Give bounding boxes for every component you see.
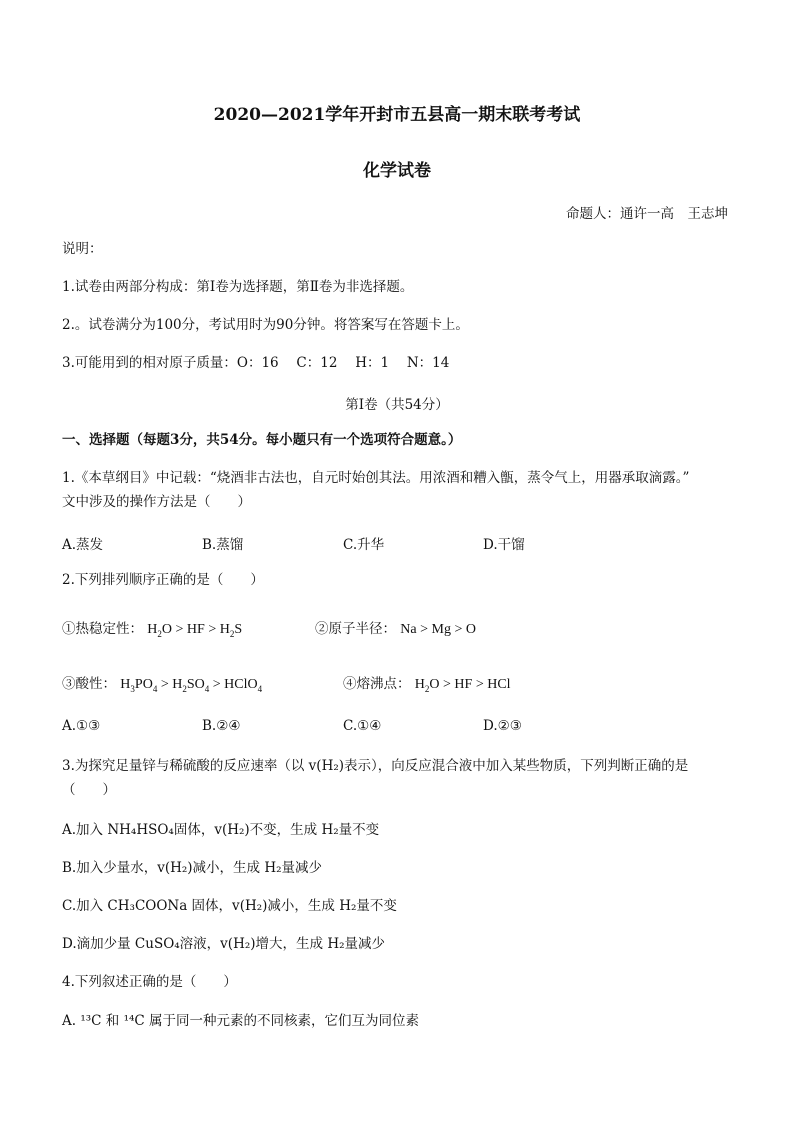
q2-item-2 (315, 617, 476, 638)
q3-option-a: A.加入 NH₄HSO₄固体，v(H₂)不变，生成 H₂量不变 (62, 822, 380, 838)
note-item-1: 1.试卷由两部分构成：第Ⅰ卷为选择题，第Ⅱ卷为非选择题。 (62, 279, 414, 295)
author-line: 命题人：通许一高 王志坤 (566, 206, 728, 222)
q2-item-1 (62, 617, 242, 638)
notes-heading: 说明： (62, 241, 103, 257)
q2-option-c: C.①④ (343, 718, 382, 734)
note-item-3: 3.可能用到的相对原子质量：O：16 C：12 H：1 N：14 (62, 355, 450, 371)
q2-item-2-formula: Na > Mg > O (400, 622, 476, 637)
q1-option-a: A.蒸发 (62, 537, 104, 553)
exam-title: 2020—2021学年开封市五县高一期末联考考试 (213, 105, 581, 125)
q2-item-4 (343, 672, 511, 693)
q2-option-d: D.②③ (483, 718, 522, 734)
q2-item-1-label: ①热稳定性： (62, 621, 143, 637)
q3-option-b: B.加入少量水，v(H₂)减小，生成 H₂量减少 (62, 860, 323, 876)
q2-item-3-formula: $H_3PO_4 > H_2SO_4$ > HClO$_4$ (120, 677, 263, 694)
q4-option-a: A. ¹³C 和 ¹⁴C 属于同一种元素的不同核素，它们互为同位素 (62, 1013, 420, 1029)
q2-item-4-label: ④熔沸点： (343, 676, 411, 692)
exam-subtitle: 化学试卷 (363, 161, 431, 181)
section-heading: 一、选择题（每题3分，共54分。每小题只有一个选项符合题意。） (62, 432, 462, 448)
q2-option-b: B.②④ (202, 718, 241, 734)
q3-option-d: D.滴加少量 CuSO₄溶液，v(H₂)增大，生成 H₂量减少 (62, 936, 385, 952)
q1-option-c: C.升华 (343, 537, 385, 553)
q2-item-2-label: ②原子半径： (315, 621, 396, 637)
q2-item-1-formula: $H_2O$ > HF > $H_2S$ (147, 622, 243, 639)
part1-title: 第Ⅰ卷（共54分） (345, 397, 449, 413)
q1-option-d: D.干馏 (483, 537, 525, 553)
q2-option-a: A.①③ (62, 718, 101, 734)
q2-stem: 2.下列排列顺序正确的是（ ） (62, 572, 264, 588)
q2-item-4-formula: $H_2O$ > HF > HCl (414, 677, 511, 694)
note-item-2: 2.。试卷满分为100分，考试用时为90分钟。将答案写在答题卡上。 (62, 317, 469, 333)
q2-item-3-label: ③酸性： (62, 676, 116, 692)
q1-stem-line1: 1.《本草纲目》中记载：“烧酒非古法也，自元时始创其法。用浓酒和糟入甑，蒸令气上，用器承取滴露。” (62, 470, 690, 486)
q2-item-3 (62, 672, 262, 693)
q3-stem-line1: 3.为探究足量锌与稀硫酸的反应速率（以 v(H₂)表示），向反应混合液中加入某些物质，下列判断正确的是 (62, 758, 689, 774)
q3-option-c: C.加入 CH₃COONa 固体，v(H₂)减小，生成 H₂量不变 (62, 898, 397, 914)
q1-option-b: B.蒸馏 (202, 537, 244, 553)
q4-stem: 4.下列叙述正确的是（ ） (62, 974, 237, 990)
q3-stem-line2: （ ） (62, 782, 116, 798)
q1-stem-line2: 文中涉及的操作方法是（ ） (62, 494, 251, 510)
